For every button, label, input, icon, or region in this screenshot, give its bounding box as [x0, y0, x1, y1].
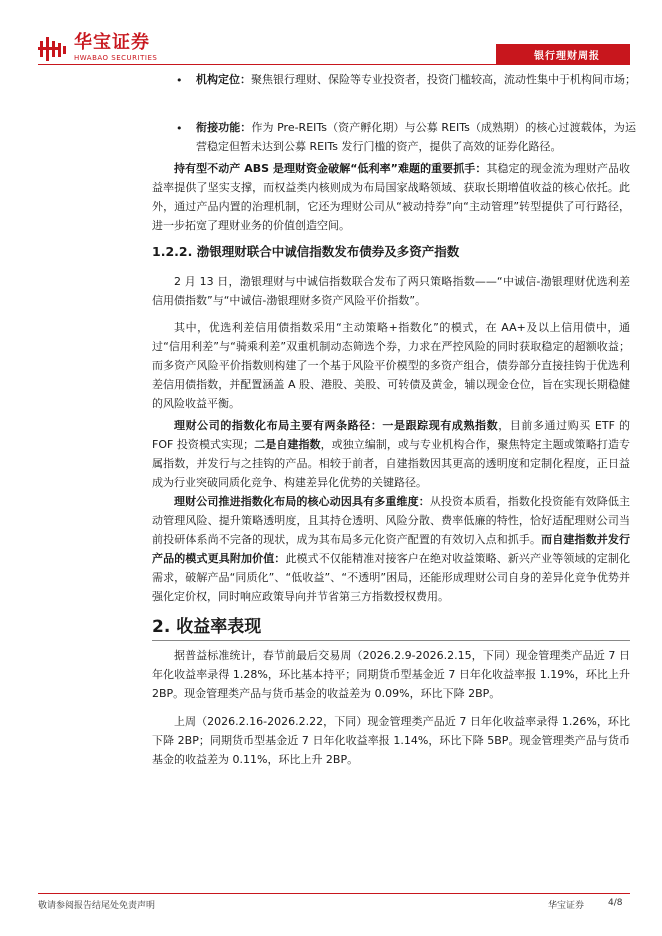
hwabao-logo-icon: [38, 37, 68, 61]
bullet-marker: •: [176, 74, 183, 87]
section-heading-2: 2. 收益率表现: [152, 617, 262, 637]
footer-disclaimer: 敬请参阅报告结尾处免责声明: [38, 901, 156, 911]
paragraph-lead: 理财公司推进指数化布局的核心动因具有多重维度：: [174, 495, 430, 508]
paragraph-index-paths: [152, 416, 630, 492]
bullet-text: 聚焦银行理财、保险等专业投资者，投资门槛较高，流动性集中于机构间市场；: [251, 73, 636, 86]
section-heading-1-2-2: 1.2.2. 渤银理财联合中诚信指数发布债券及多资产指数: [152, 244, 460, 259]
paragraph-abs: [152, 159, 630, 235]
bullet-text: 作为 Pre-REITs（资产孵化期）与公募 REITs（成熟期）的核心过渡载体，为运营稳定但暂未达到公募 REITs 发行门槛的资产，提供了高效的证券化路径。: [196, 121, 636, 153]
paragraph-index-launch: 2 月 13 日，渤银理财与中诚信指数联合发布了两只策略指数——“中诚信-渤银理财优选利差信用债指数”与“中诚信-渤银理财多资产风险平价指数”。: [152, 275, 630, 307]
section-divider: [152, 640, 630, 641]
paragraph-index-detail: 其中，优选利差信用债指数采用“主动策略+指数化”的模式，在 AA+及以上信用债中，通过“信用利差”与“骑乘利差”双重机制动态筛选个券，力求在严控风险的同时获取稳定的超额收益；而多资产风险平价指数则构建了一个基于风险平价模型的多资产组合，债券部分直接挂钩于优选利差信用债指数，并配置涵盖 A 股、港股、美股、可转债及黄金，辅以现金仓位，旨在实现长期稳健的风险收益平衡。: [152, 321, 630, 410]
footer-company: 华宝证券: [548, 901, 585, 911]
footer-divider: [38, 893, 630, 894]
paragraph-yield-last-week: 上周（2026.2.16-2026.2.22，下同）现金管理类产品近 7 日年化收益率录得 1.26%，环比下降 2BP；同期货币型基金近 7 日年化收益率报 1.14%，环比下降 5BP。现金管理类产品与货币基金的收益差为 0.11%，环比上升 2BP。: [152, 715, 630, 766]
paragraph-yield-pre-holiday: 据普益标准统计，春节前最后交易周（2026.2.9-2026.2.15，下同）现金管理类产品近 7 日年化收益率录得 1.28%，环比基本持平；同期货币型基金近 7 日年化收益率报 1.19%，环比上升 2BP。现金管理类产品与货币基金的收益差为 0.09%，环比下降 2BP。: [152, 649, 630, 700]
paragraph-text: ，或独立编制，或与专业机构合作，聚焦特定主题或策略打造专属指数，并发行与之挂钩的产品。相较于前者，自建指数因其更高的透明度和定制化程度，正日益成为行业突破同质化竞争、构建差异化优势的关键路径。: [152, 438, 631, 489]
logo-text-cn: 华宝证券: [74, 32, 150, 53]
report-type-label: 银行理财周报: [534, 51, 600, 62]
bullet-item-positioning: [196, 70, 636, 89]
logo-text-en: HWABAO SECURITIES: [74, 54, 158, 62]
paragraph-text: 此模式不仅能精准对接客户在绝对收益策略、新兴产业等领域的定制化需求，破解产品“同质化”、“低收益”、“不透明”困局，还能形成理财公司自身的差异化竞争优势并强化定价权，同时响应政策导向并节省第三方指数授权费用。: [152, 552, 631, 603]
bullet-title: 衔接功能：: [196, 121, 252, 134]
paragraph-emphasis: 二是自建指数: [254, 438, 321, 451]
paragraph-index-motives: [152, 492, 630, 606]
paragraph-lead: 持有型不动产 ABS 是理财资金破解“低利率”难题的重要抓手：: [174, 162, 487, 175]
bullet-marker: •: [176, 122, 183, 135]
page-number: 4/8: [608, 898, 623, 908]
paragraph-lead: 理财公司的指数化布局主要有两条路径：一是跟踪现有成熟指数: [174, 419, 499, 432]
bullet-item-bridge: [196, 118, 636, 156]
paragraph-text: 其稳定的现金流为理财产品收益率提供了坚实支撑，而权益类内核则成为布局国家战略领域、获取长期增值收益的核心依托。此外，通过产品内置的治理机制，它还为理财公司从“被动持券”向“主动管理”转型提供了可行路径，进一步拓宽了理财业务的价值创造空间。: [152, 162, 631, 232]
bullet-title: 机构定位：: [196, 73, 251, 86]
paragraph-emphasis: 而自建指数并发行产品的模式更具附加价值：: [152, 533, 631, 565]
paragraph-text: 从投资本质看，指数化投资能有效降低主动管理风险、提升策略透明度，且其持仓透明、风险分散、费率低廉的特性，恰好适配理财公司当前投研体系尚不完备的现状，成为其布局多元化资产配置的有效切入点和抓手。: [152, 495, 630, 546]
report-type-badge: [496, 44, 630, 64]
paragraph-text: ，目前多通过购买 ETF 的 FOF 投资模式实现；: [152, 419, 630, 451]
page-header: [0, 0, 662, 70]
header-divider: [38, 64, 630, 65]
company-logo: [38, 34, 157, 63]
